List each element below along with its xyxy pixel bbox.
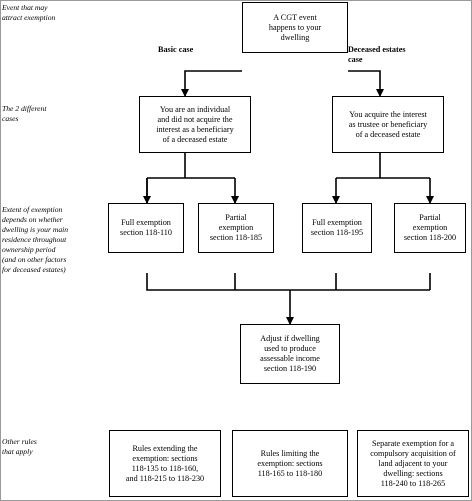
box-individual: You are an individual and did not acquire the interest as a beneficiary of a deceased estate [139, 96, 251, 153]
box-partial-exemption-118-185: Partial exemption section 118-185 [198, 203, 274, 253]
box-adjust-dwelling: Adjust if dwelling used to produce assessable income section 118-190 [240, 324, 340, 384]
merge-connector [147, 273, 430, 290]
side-label-other-rules: Other rules that apply [2, 437, 37, 456]
side-label-cases: The 2 different cases [2, 104, 47, 123]
box-full-exemption-118-195: Full exemption section 118-195 [302, 203, 372, 253]
box-separate-exemption: Separate exemption for a compulsory acquisition of land adjacent to your dwelling: sections 118-240 to 118-265 [357, 430, 469, 497]
box-full-exemption-118-110: Full exemption section 118-110 [108, 203, 184, 253]
box-partial-exemption-118-200: Partial exemption section 118-200 [394, 203, 466, 253]
side-label-extent: Extent of exemption depends on whether dwelling is your main residence throughout ownership period (and on other factors for deceased estates) [2, 205, 69, 274]
header-basic-case: Basic case [158, 45, 194, 54]
box-trustee-beneficiary: You acquire the interest as trustee or beneficiary of a deceased estate [332, 96, 444, 153]
side-label-event: Event that may attract exemption [2, 3, 56, 22]
trustee-connector [336, 153, 430, 203]
box-rules-extending: Rules extending the exemption: sections 118-135 to 118-160, and 118-215 to 118-230 [109, 430, 221, 497]
event-connector-right [348, 71, 380, 96]
event-connector [185, 71, 242, 96]
individual-connector [147, 153, 235, 203]
box-cgt-event: A CGT event happens to your dwelling [242, 2, 348, 53]
box-rules-limiting: Rules limiting the exemption: sections 118-165 to 118-180 [232, 430, 348, 497]
header-deceased-case: Deceased estates case [348, 45, 406, 64]
